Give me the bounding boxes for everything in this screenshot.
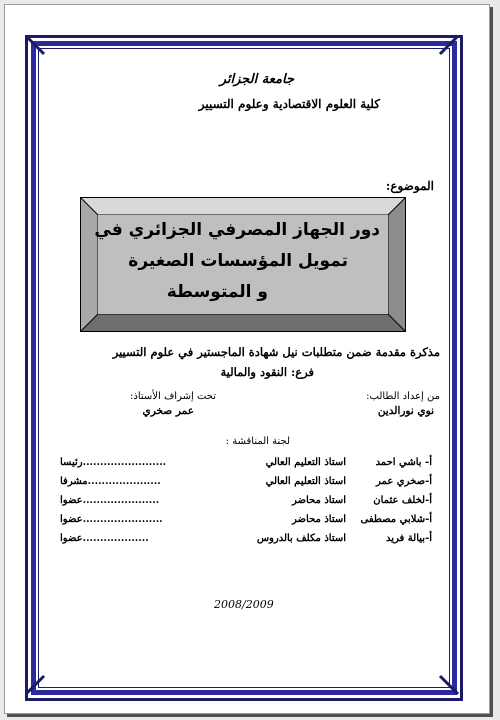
- faculty-name: كلية العلوم الاقتصادية وعلوم التسيير: [198, 97, 380, 111]
- member-name: أ-بيالة فريد: [386, 533, 432, 544]
- thesis-title: [94, 215, 388, 314]
- supervisor-name: عمر صخري: [142, 405, 194, 417]
- member-role: ...................عضوا: [60, 533, 149, 544]
- committee-row: [60, 514, 432, 530]
- committee-row: [60, 457, 432, 473]
- member-rank: استاذ محاضر: [291, 495, 346, 506]
- member-rank: استاذ التعليم العالي: [265, 476, 346, 487]
- member-role: .....................مشرفا: [60, 476, 161, 487]
- member-rank: استاذ التعليم العالي: [265, 457, 346, 468]
- committee-label: لجنة المناقشة :: [225, 436, 290, 447]
- student-label: من إعداد الطالب:: [366, 391, 440, 402]
- member-role: ........................رئيسا: [60, 457, 167, 468]
- member-name: أ-لخلف عثمان: [373, 495, 432, 506]
- member-role: ......................عضوا: [60, 495, 160, 506]
- supervisor-label: تحت إشراف الأستاذ:: [130, 391, 216, 402]
- university-name: جامعة الجزائر: [219, 72, 294, 87]
- branch-line: فرع: النقود والمالية: [220, 365, 314, 379]
- memo-statement: مذكرة مقدمة ضمن متطلبات نيل شهادة الماجستير في علوم التسيير: [112, 345, 440, 359]
- thesis-title-line-1: دور الجهاز المصرفي الجزائري في: [94, 220, 380, 240]
- member-role: .......................عضوا: [60, 514, 163, 525]
- subject-label: الموضوع:: [385, 179, 434, 193]
- academic-year: 2008/2009: [214, 598, 274, 611]
- committee-row: [60, 495, 432, 511]
- thesis-title-line-3: و المتوسطة: [166, 282, 268, 302]
- member-name: أ-شلابي مصطفى: [360, 514, 432, 525]
- committee-row: [60, 476, 432, 492]
- member-rank: استاذ مكلف بالدروس: [256, 533, 346, 544]
- thesis-title-box: [80, 197, 406, 332]
- member-rank: استاذ محاضر: [291, 514, 346, 525]
- student-name: نوي نورالدين: [377, 405, 434, 417]
- member-name: أ-صخري عمر: [376, 476, 432, 487]
- member-name: أ- باشي احمد: [375, 457, 432, 468]
- committee-row: [60, 533, 432, 549]
- thesis-title-line-2: تمويل المؤسسات الصغيرة: [128, 251, 348, 271]
